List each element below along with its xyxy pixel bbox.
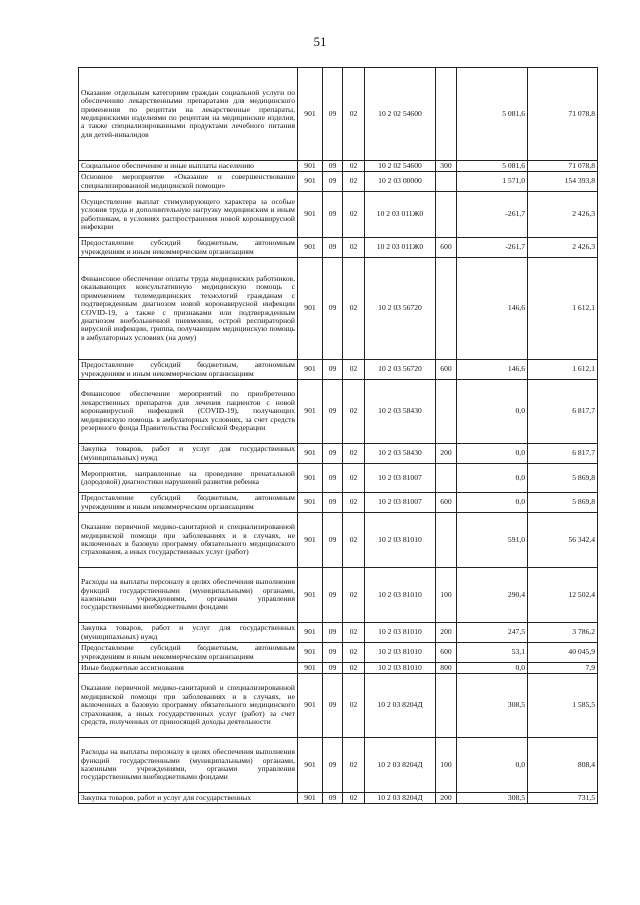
row-grbs-code: 901 <box>298 568 323 623</box>
row-target-article: 10 2 03 81010 <box>365 568 436 623</box>
row-amount-change: 0,0 <box>457 738 528 793</box>
table-row <box>79 663 598 674</box>
row-expense-type: 200 <box>436 793 457 804</box>
row-subsection-code: 02 <box>343 380 365 444</box>
row-grbs-code: 901 <box>298 623 323 643</box>
row-expense-type: 200 <box>436 623 457 643</box>
row-amount-change: 0,0 <box>457 663 528 674</box>
row-target-article: 10 2 03 00000 <box>365 172 436 192</box>
row-grbs-code: 901 <box>298 192 323 238</box>
row-description: Финансовое обеспечение оплаты труда медицинских работников, оказывающих консультативную медицинскую помощь с применением телемедицинских технологий гражданам с подтвержденным диагнозом новой коронавирусной инфекции COVID-19, а также с признаками или подтвержденным диагнозом внебольничной пневмонии, острой респираторной вирусной инфекции, гриппа, получающим медицинскую помощь в амбулаторных условиях (на дому) <box>79 258 298 360</box>
row-expense-type <box>436 172 457 192</box>
row-amount-total: 5 869,8 <box>528 493 598 513</box>
row-description: Предоставление субсидий бюджетным, автономным учреждениям и иным некоммерческим организациям <box>79 493 298 513</box>
row-target-article: 10 2 03 81007 <box>365 493 436 513</box>
table-row <box>79 360 598 380</box>
row-description: Оказание отдельным категориям граждан социальной услуги по обеспечению лекарственными препаратами для медицинского применения по рецептам на лекарственные препараты, медицинскими изделиями по рецептам на медицинские изделия, а также специализированными продуктами лечебного питания для детей-инвалидов <box>79 68 298 161</box>
table-row <box>79 738 598 793</box>
row-amount-total: 5 869,8 <box>528 464 598 493</box>
row-target-article: 10 2 03 8204Д <box>365 793 436 804</box>
row-description: Расходы на выплаты персоналу в целях обеспечения выполнения функций государственными (муниципальными) органами, казенными учреждениями, органами управления государственными внебюджетными фондами <box>79 738 298 793</box>
table-row <box>79 238 598 258</box>
row-section-code: 09 <box>323 444 343 464</box>
row-subsection-code: 02 <box>343 360 365 380</box>
row-expense-type: 600 <box>436 360 457 380</box>
table-row <box>79 623 598 643</box>
row-target-article: 10 2 03 8204Д <box>365 738 436 793</box>
row-description: Социальное обеспечение и иные выплаты населению <box>79 161 298 172</box>
row-amount-change: 0,0 <box>457 464 528 493</box>
row-subsection-code: 02 <box>343 674 365 738</box>
row-expense-type: 600 <box>436 238 457 258</box>
row-subsection-code: 02 <box>343 623 365 643</box>
table-row <box>79 674 598 738</box>
row-amount-change: 0,0 <box>457 380 528 444</box>
row-expense-type <box>436 68 457 161</box>
row-subsection-code: 02 <box>343 258 365 360</box>
table-row <box>79 464 598 493</box>
row-grbs-code: 901 <box>298 161 323 172</box>
row-expense-type: 800 <box>436 663 457 674</box>
row-expense-type: 300 <box>436 161 457 172</box>
row-section-code: 09 <box>323 360 343 380</box>
row-amount-total: 731,5 <box>528 793 598 804</box>
row-description: Финансовое обеспечение мероприятий по приобретению лекарственных препаратов для лечения пациентов с новой коронавирусной инфекцией (COVID-19), получающих медицинскую помощь в амбулаторных условиях, за счет средств резервного фонда Правительства Российской Федерации <box>79 380 298 444</box>
row-grbs-code: 901 <box>298 238 323 258</box>
row-grbs-code: 901 <box>298 493 323 513</box>
row-description: Закупка товаров, работ и услуг для государственных (муниципальных) нужд <box>79 444 298 464</box>
row-grbs-code: 901 <box>298 380 323 444</box>
row-amount-total: 71 078,8 <box>528 68 598 161</box>
row-section-code: 09 <box>323 568 343 623</box>
row-amount-change: 1 571,0 <box>457 172 528 192</box>
row-expense-type <box>436 464 457 493</box>
row-grbs-code: 901 <box>298 663 323 674</box>
row-grbs-code: 901 <box>298 793 323 804</box>
row-subsection-code: 02 <box>343 493 365 513</box>
row-grbs-code: 901 <box>298 738 323 793</box>
row-subsection-code: 02 <box>343 68 365 161</box>
table-row <box>79 513 598 568</box>
row-subsection-code: 02 <box>343 161 365 172</box>
row-section-code: 09 <box>323 192 343 238</box>
budget-table <box>78 67 598 804</box>
row-amount-change: -261,7 <box>457 192 528 238</box>
row-amount-total: 1 612,1 <box>528 360 598 380</box>
row-target-article: 10 2 02 54600 <box>365 68 436 161</box>
table-row <box>79 161 598 172</box>
table-row <box>79 68 598 161</box>
row-description: Расходы на выплаты персоналу в целях обеспечения выполнения функций государственными (муниципальными) органами, казенными учреждениями, органами управления государственными внебюджетными фондами <box>79 568 298 623</box>
row-amount-change: 308,5 <box>457 793 528 804</box>
row-target-article: 10 2 03 81010 <box>365 513 436 568</box>
row-section-code: 09 <box>323 674 343 738</box>
row-section-code: 09 <box>323 738 343 793</box>
row-grbs-code: 901 <box>298 258 323 360</box>
row-description: Закупка товаров, работ и услуг для государственных (муниципальных) нужд <box>79 623 298 643</box>
row-description: Оказание первичной медико-санитарной и специализированной медицинской помощи при заболеваниях и в случаях, не включенных в базовую программу обязательного медицинского страхования, а иных государственных услуг (работ) за счет средств, полученных от приносящей доходы деятельности <box>79 674 298 738</box>
row-subsection-code: 02 <box>343 793 365 804</box>
row-subsection-code: 02 <box>343 643 365 663</box>
row-amount-total: 12 502,4 <box>528 568 598 623</box>
row-subsection-code: 02 <box>343 663 365 674</box>
row-target-article: 10 2 03 011Ж0 <box>365 192 436 238</box>
page-number: 51 <box>313 34 327 49</box>
row-amount-total: 6 817,7 <box>528 380 598 444</box>
row-grbs-code: 901 <box>298 444 323 464</box>
row-expense-type <box>436 513 457 568</box>
row-subsection-code: 02 <box>343 238 365 258</box>
row-section-code: 09 <box>323 258 343 360</box>
row-subsection-code: 02 <box>343 513 365 568</box>
row-expense-type: 600 <box>436 643 457 663</box>
row-amount-total: 154 393,8 <box>528 172 598 192</box>
row-section-code: 09 <box>323 493 343 513</box>
row-amount-change: 5 081,6 <box>457 161 528 172</box>
row-description: Предоставление субсидий бюджетным, автономным учреждениям и иным некоммерческим организациям <box>79 238 298 258</box>
row-subsection-code: 02 <box>343 192 365 238</box>
row-description: Предоставление субсидий бюджетным, автономным учреждениям и иным некоммерческим организациям <box>79 360 298 380</box>
row-expense-type: 600 <box>436 493 457 513</box>
row-subsection-code: 02 <box>343 568 365 623</box>
row-description: Основное мероприятие «Оказание и совершенствование специализированной медицинской помощи» <box>79 172 298 192</box>
row-amount-total: 1 585,5 <box>528 674 598 738</box>
row-description: Осуществление выплат стимулирующего характера за особые условия труда и дополнительную нагрузку медицинским и иным работникам, в условиях распространения новой коронавирусной инфекции <box>79 192 298 238</box>
row-subsection-code: 02 <box>343 464 365 493</box>
table-row <box>79 568 598 623</box>
table-row <box>79 444 598 464</box>
row-target-article: 10 2 03 011Ж0 <box>365 238 436 258</box>
row-amount-total: 40 045,9 <box>528 643 598 663</box>
row-grbs-code: 901 <box>298 68 323 161</box>
row-section-code: 09 <box>323 68 343 161</box>
table-row <box>79 493 598 513</box>
row-grbs-code: 901 <box>298 360 323 380</box>
table-row <box>79 172 598 192</box>
row-target-article: 10 2 03 58430 <box>365 444 436 464</box>
row-expense-type <box>436 380 457 444</box>
row-target-article: 10 2 03 56720 <box>365 360 436 380</box>
table-body <box>79 68 598 804</box>
table-row <box>79 258 598 360</box>
row-description: Предоставление субсидий бюджетным, автономным учреждениям и иным некоммерческим организациям <box>79 643 298 663</box>
row-subsection-code: 02 <box>343 444 365 464</box>
row-grbs-code: 901 <box>298 513 323 568</box>
row-section-code: 09 <box>323 161 343 172</box>
table-row <box>79 643 598 663</box>
row-amount-change: 146,6 <box>457 258 528 360</box>
row-subsection-code: 02 <box>343 738 365 793</box>
row-expense-type: 100 <box>436 738 457 793</box>
row-description: Оказание первичной медико-санитарной и специализированной медицинской помощи при заболеваниях и в случаях, не включенных в базовую программу обязательного медицинского страхования, а иных государственных услуг (работ) <box>79 513 298 568</box>
row-amount-change: 0,0 <box>457 493 528 513</box>
row-grbs-code: 901 <box>298 464 323 493</box>
row-target-article: 10 2 02 54600 <box>365 161 436 172</box>
row-amount-change: 308,5 <box>457 674 528 738</box>
row-amount-change: 591,0 <box>457 513 528 568</box>
row-amount-total: 6 817,7 <box>528 444 598 464</box>
row-target-article: 10 2 03 58430 <box>365 380 436 444</box>
row-description: Мероприятия, направленные на проведение пренатальной (дородовой) диагностики нарушений развития ребенка <box>79 464 298 493</box>
row-section-code: 09 <box>323 793 343 804</box>
row-subsection-code: 02 <box>343 172 365 192</box>
row-expense-type <box>436 192 457 238</box>
table-row <box>79 380 598 444</box>
row-section-code: 09 <box>323 643 343 663</box>
row-amount-total: 56 342,4 <box>528 513 598 568</box>
row-amount-total: 2 426,3 <box>528 192 598 238</box>
row-amount-total: 71 078,8 <box>528 161 598 172</box>
row-grbs-code: 901 <box>298 674 323 738</box>
row-amount-change: -261,7 <box>457 238 528 258</box>
row-expense-type: 100 <box>436 568 457 623</box>
row-expense-type: 200 <box>436 444 457 464</box>
row-section-code: 09 <box>323 623 343 643</box>
row-target-article: 10 2 03 81010 <box>365 663 436 674</box>
row-grbs-code: 901 <box>298 643 323 663</box>
row-grbs-code: 901 <box>298 172 323 192</box>
row-amount-total: 1 612,1 <box>528 258 598 360</box>
row-target-article: 10 2 03 81010 <box>365 623 436 643</box>
row-amount-change: 0,0 <box>457 444 528 464</box>
row-target-article: 10 2 03 81007 <box>365 464 436 493</box>
row-amount-change: 53,1 <box>457 643 528 663</box>
row-amount-total: 7,9 <box>528 663 598 674</box>
table-row <box>79 192 598 238</box>
row-section-code: 09 <box>323 513 343 568</box>
row-description: Иные бюджетные ассигнования <box>79 663 298 674</box>
row-section-code: 09 <box>323 172 343 192</box>
row-amount-change: 146,6 <box>457 360 528 380</box>
row-amount-change: 5 081,6 <box>457 68 528 161</box>
row-amount-total: 808,4 <box>528 738 598 793</box>
row-section-code: 09 <box>323 238 343 258</box>
row-amount-total: 3 786,2 <box>528 623 598 643</box>
row-target-article: 10 2 03 8204Д <box>365 674 436 738</box>
row-amount-change: 247,5 <box>457 623 528 643</box>
table-row <box>79 793 598 804</box>
row-expense-type <box>436 258 457 360</box>
row-amount-change: 290,4 <box>457 568 528 623</box>
row-section-code: 09 <box>323 380 343 444</box>
row-target-article: 10 2 03 81010 <box>365 643 436 663</box>
row-amount-total: 2 426,3 <box>528 238 598 258</box>
row-section-code: 09 <box>323 464 343 493</box>
row-section-code: 09 <box>323 663 343 674</box>
row-expense-type <box>436 674 457 738</box>
row-description: Закупка товаров, работ и услуг для государственных <box>79 793 298 804</box>
row-target-article: 10 2 03 56720 <box>365 258 436 360</box>
